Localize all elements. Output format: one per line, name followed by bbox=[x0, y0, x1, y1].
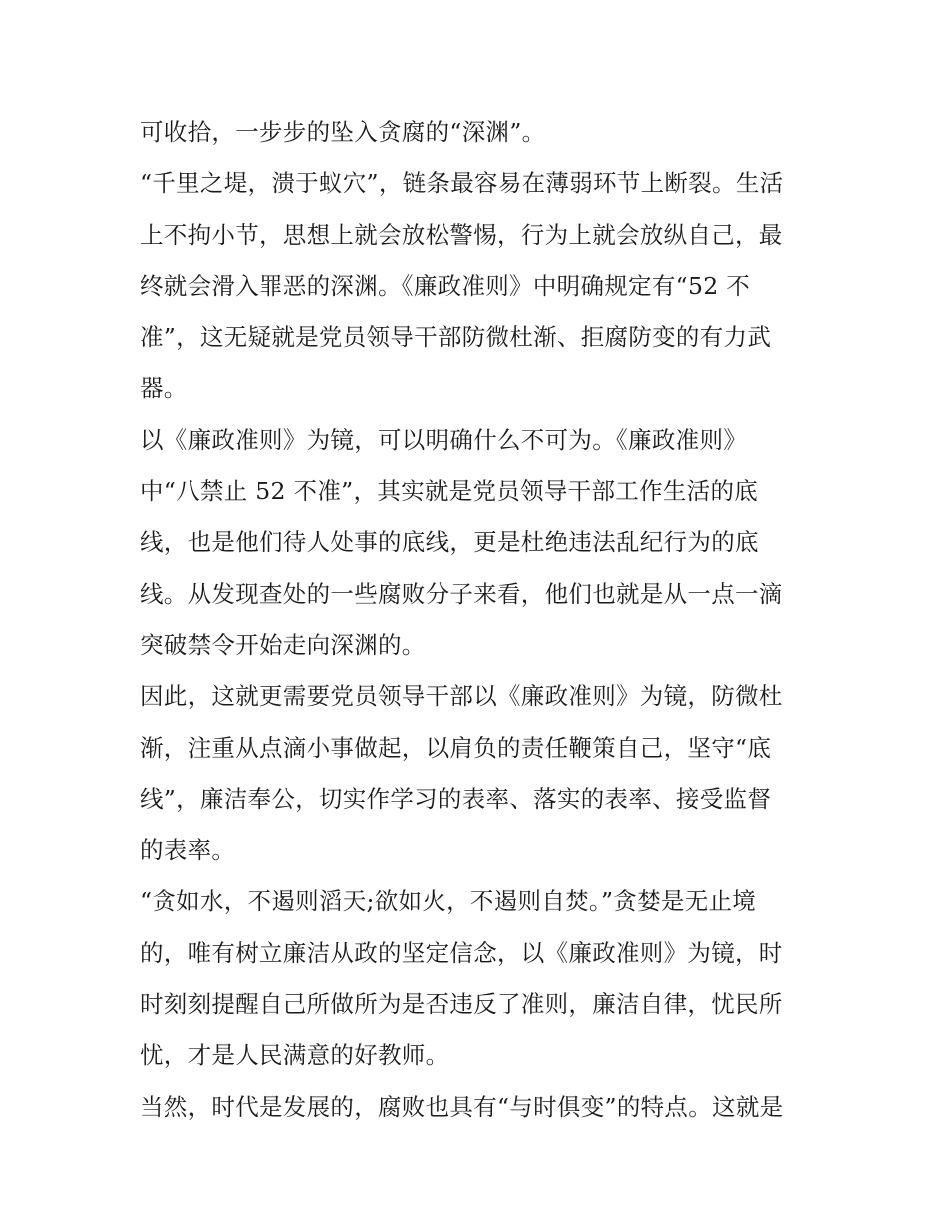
text-line: 渐，注重从点滴小事做起，以肩负的责任鞭策自己，坚守“底 bbox=[140, 733, 772, 762]
document-body bbox=[140, 107, 812, 1133]
text-line: 因此，这就更需要党员领导干部以《廉政准则》为镜，防微杜 bbox=[140, 682, 783, 711]
text-line: 中“八禁止 52 不准”，其实就是党员领导干部工作生活的底 bbox=[140, 477, 759, 506]
text-line: 线，也是他们待人处事的底线，更是杜绝违法乱纪行为的底 bbox=[140, 528, 759, 557]
text-line: 以《廉政准则》为镜，可以明确什么不可为。《廉政准则》 bbox=[140, 425, 748, 454]
text-line: 突破禁令开始走向深渊的。 bbox=[140, 630, 426, 659]
text-line: 当然，时代是发展的，腐败也具有“与时俱变”的特点。这就是 bbox=[140, 1092, 784, 1121]
text-line: 准”，这无疑就是党员领导干部防微杜渐、拒腐防变的有力武 bbox=[140, 323, 772, 352]
text-line: “千里之堤，溃于蚁穴”，链条最容易在薄弱环节上断裂。生活 bbox=[140, 169, 784, 198]
text-line: “贪如水，不遏则滔天;欲如火，不遏则自焚。”贪婪是无止境 bbox=[140, 887, 757, 916]
text-line: 器。 bbox=[140, 374, 188, 403]
text-line: 的表率。 bbox=[140, 836, 236, 865]
text-line: 时刻刻提醒自己所做所为是否违反了准则，廉洁自律，忧民所 bbox=[140, 990, 783, 1019]
text-line: 上不拘小节，思想上就会放松警惕，行为上就会放纵自己，最 bbox=[140, 220, 783, 249]
text-line: 线。从发现查处的一些腐败分子来看，他们也就是从一点一滴 bbox=[140, 579, 783, 608]
text-line: 忧，才是人民满意的好教师。 bbox=[140, 1041, 450, 1070]
text-line: 可收拾，一步步的坠入贪腐的“深渊”。 bbox=[140, 118, 546, 146]
text-line: 的，唯有树立廉洁从政的坚定信念，以《廉政准则》为镜，时 bbox=[140, 938, 783, 967]
text-line: 终就会滑入罪恶的深渊。《廉政准则》中明确规定有“52 不 bbox=[140, 271, 751, 300]
text-line: 线”，廉洁奉公，切实作学习的表率、落实的表率、接受监督 bbox=[140, 784, 772, 813]
